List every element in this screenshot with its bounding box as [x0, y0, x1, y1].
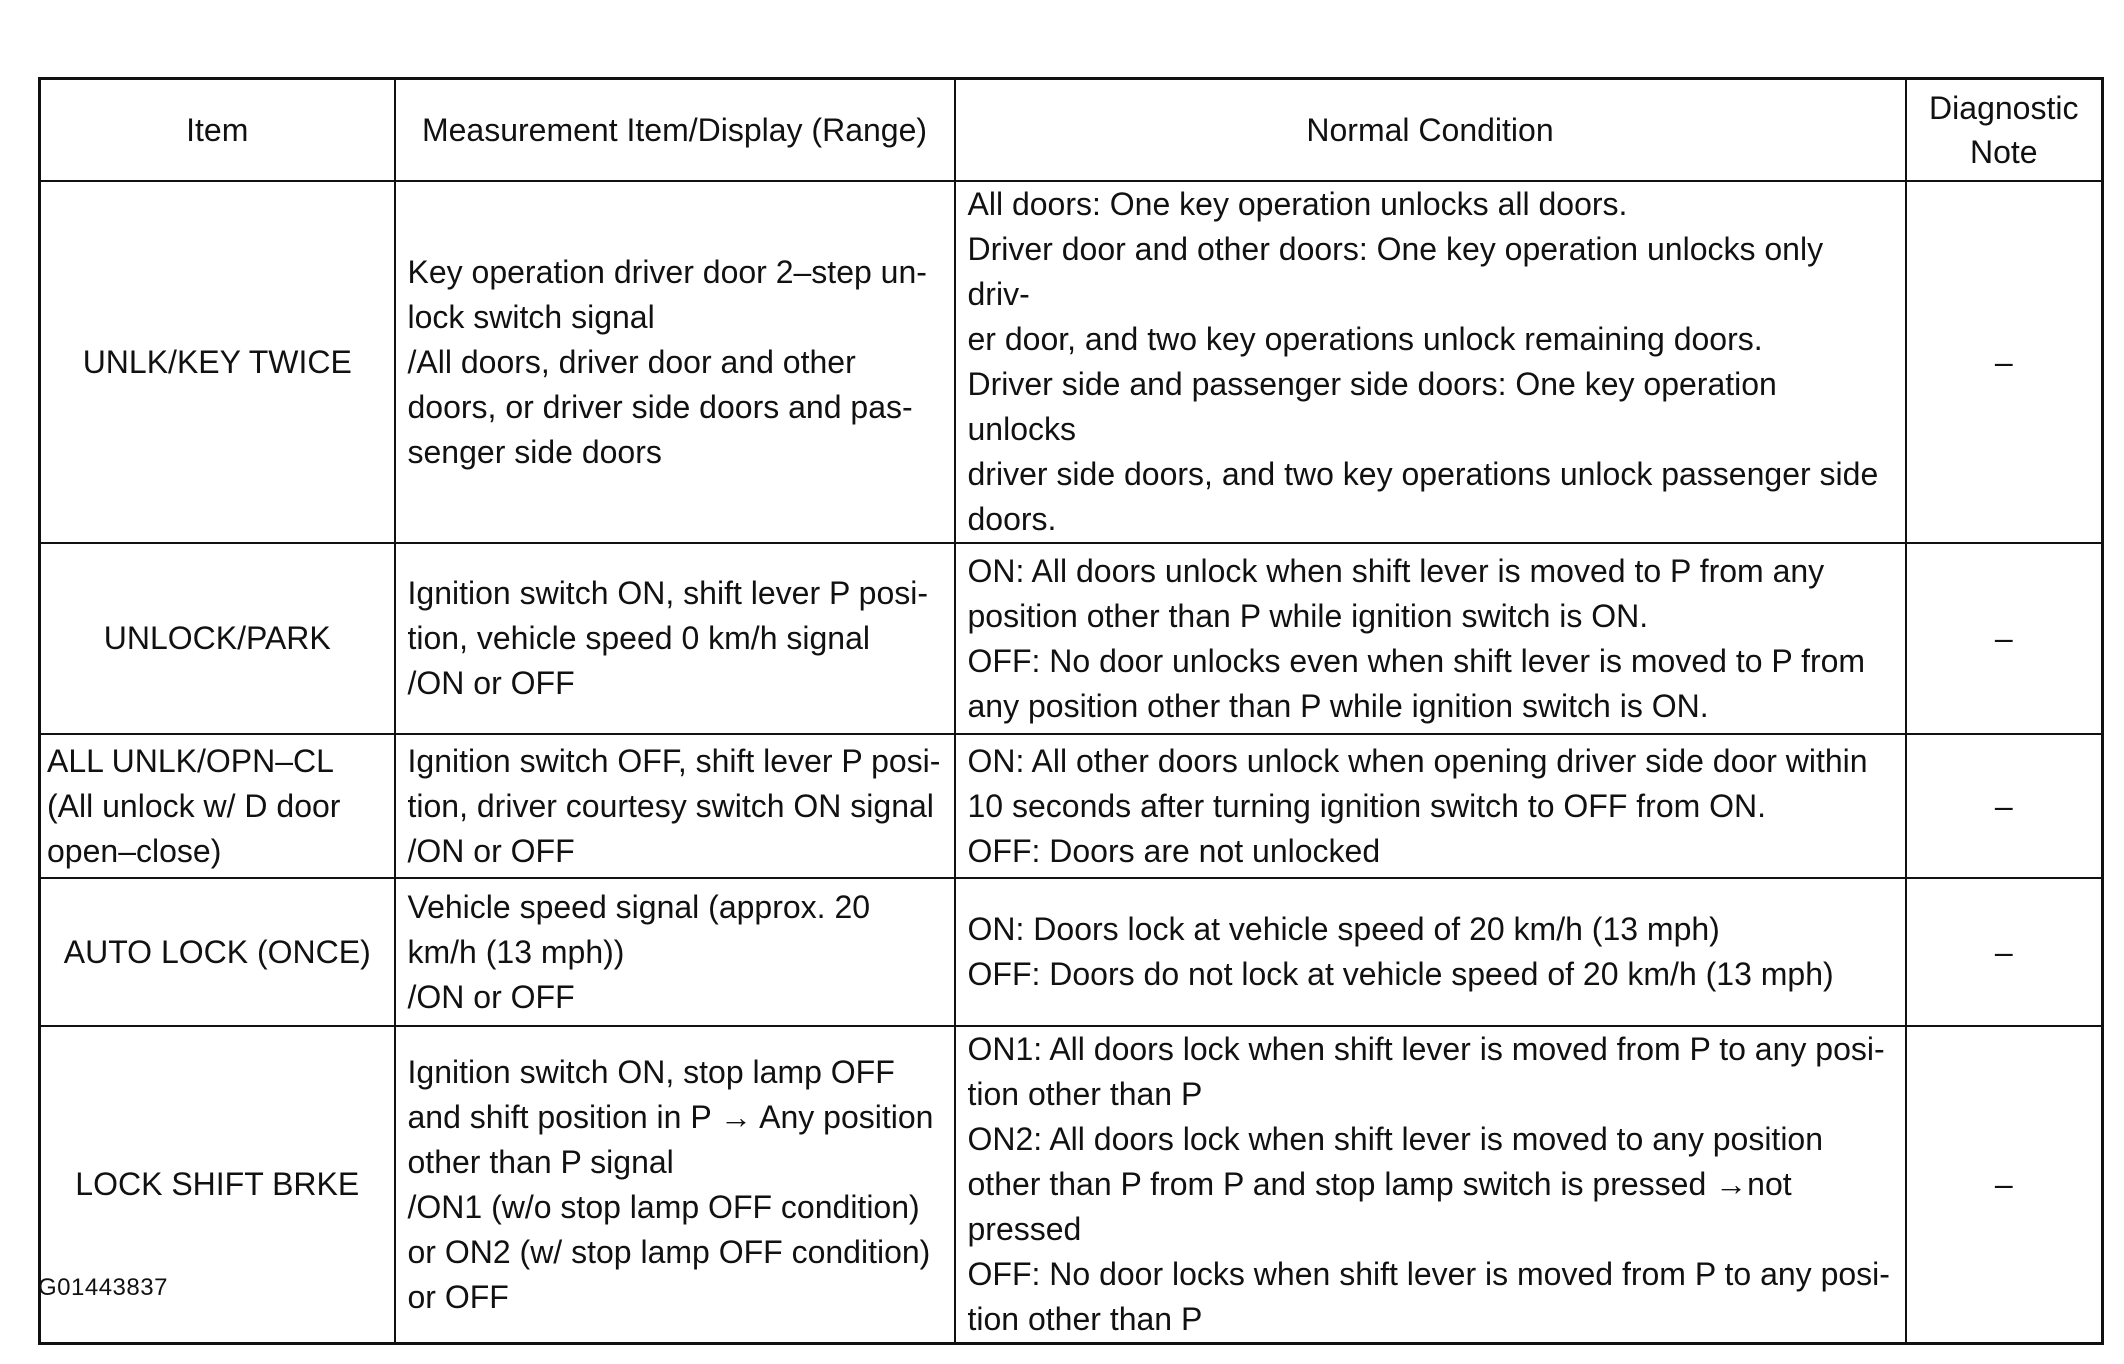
cell-normal-condition: ON1: All doors lock when shift lever is moved from P to any posi- tion other than P ON2: All doors lock when shift lever is moved to any position other than P from P and stop lamp switch is pressed →not pressed OFF: No door locks when shift lever is moved from P to any posi- tion other than P	[955, 1026, 1906, 1344]
cell-item: ALL UNLK/OPN–CL (All unlock w/ D door open–close)	[40, 734, 395, 878]
cell-item: AUTO LOCK (ONCE)	[40, 878, 395, 1026]
cell-normal-condition: ON: All other doors unlock when opening driver side door within 10 seconds after turning ignition switch to OFF from ON. OFF: Doors are not unlocked	[955, 734, 1906, 878]
cell-item: UNLOCK/PARK	[40, 543, 395, 734]
cell-item: UNLK/KEY TWICE	[40, 181, 395, 543]
header-item: Item	[40, 79, 395, 182]
cell-diagnostic-note: –	[1906, 734, 2103, 878]
cell-diagnostic-note: –	[1906, 543, 2103, 734]
header-normal-condition: Normal Condition	[955, 79, 1906, 182]
header-row	[40, 79, 2103, 182]
cell-measurement: Key operation driver door 2–step un- lock switch signal /All doors, driver door and other doors, or driver side doors and pas- senger side doors	[395, 181, 955, 543]
cell-normal-condition: ON: Doors lock at vehicle speed of 20 km/h (13 mph) OFF: Doors do not lock at vehicle speed of 20 km/h (13 mph)	[955, 878, 1906, 1026]
cell-measurement: Ignition switch OFF, shift lever P posi- tion, driver courtesy switch ON signal /ON or OFF	[395, 734, 955, 878]
header-diagnostic-note: Diagnostic Note	[1906, 79, 2103, 182]
table-row	[40, 1026, 2103, 1344]
cell-diagnostic-note: –	[1906, 181, 2103, 543]
diagnostic-table	[38, 77, 2104, 1345]
table-row	[40, 181, 2103, 543]
cell-measurement: Ignition switch ON, shift lever P posi- tion, vehicle speed 0 km/h signal /ON or OFF	[395, 543, 955, 734]
cell-measurement: Vehicle speed signal (approx. 20 km/h (13 mph)) /ON or OFF	[395, 878, 955, 1026]
cell-normal-condition: ON: All doors unlock when shift lever is moved to P from any position other than P while ignition switch is ON. OFF: No door unlocks even when shift lever is moved to P from any position other than P while ignition switch is ON.	[955, 543, 1906, 734]
cell-diagnostic-note: –	[1906, 878, 2103, 1026]
table-row	[40, 734, 2103, 878]
table-row	[40, 878, 2103, 1026]
header-measurement: Measurement Item/Display (Range)	[395, 79, 955, 182]
table-row	[40, 543, 2103, 734]
cell-diagnostic-note: –	[1906, 1026, 2103, 1344]
cell-measurement: Ignition switch ON, stop lamp OFF and shift position in P → Any position other than P signal /ON1 (w/o stop lamp OFF condition) or ON2 (w/ stop lamp OFF condition) or OFF	[395, 1026, 955, 1344]
cell-normal-condition: All doors: One key operation unlocks all doors. Driver door and other doors: One key operation unlocks only driv- er door, and two key operations unlock remaining doors. Driver side and passenger side doors: One key operation unlocks driver side doors, and two key operations unlock passenger side doors.	[955, 181, 1906, 543]
figure-id: G01443837	[38, 1274, 168, 1301]
cell-item: LOCK SHIFT BRKE	[40, 1026, 395, 1344]
